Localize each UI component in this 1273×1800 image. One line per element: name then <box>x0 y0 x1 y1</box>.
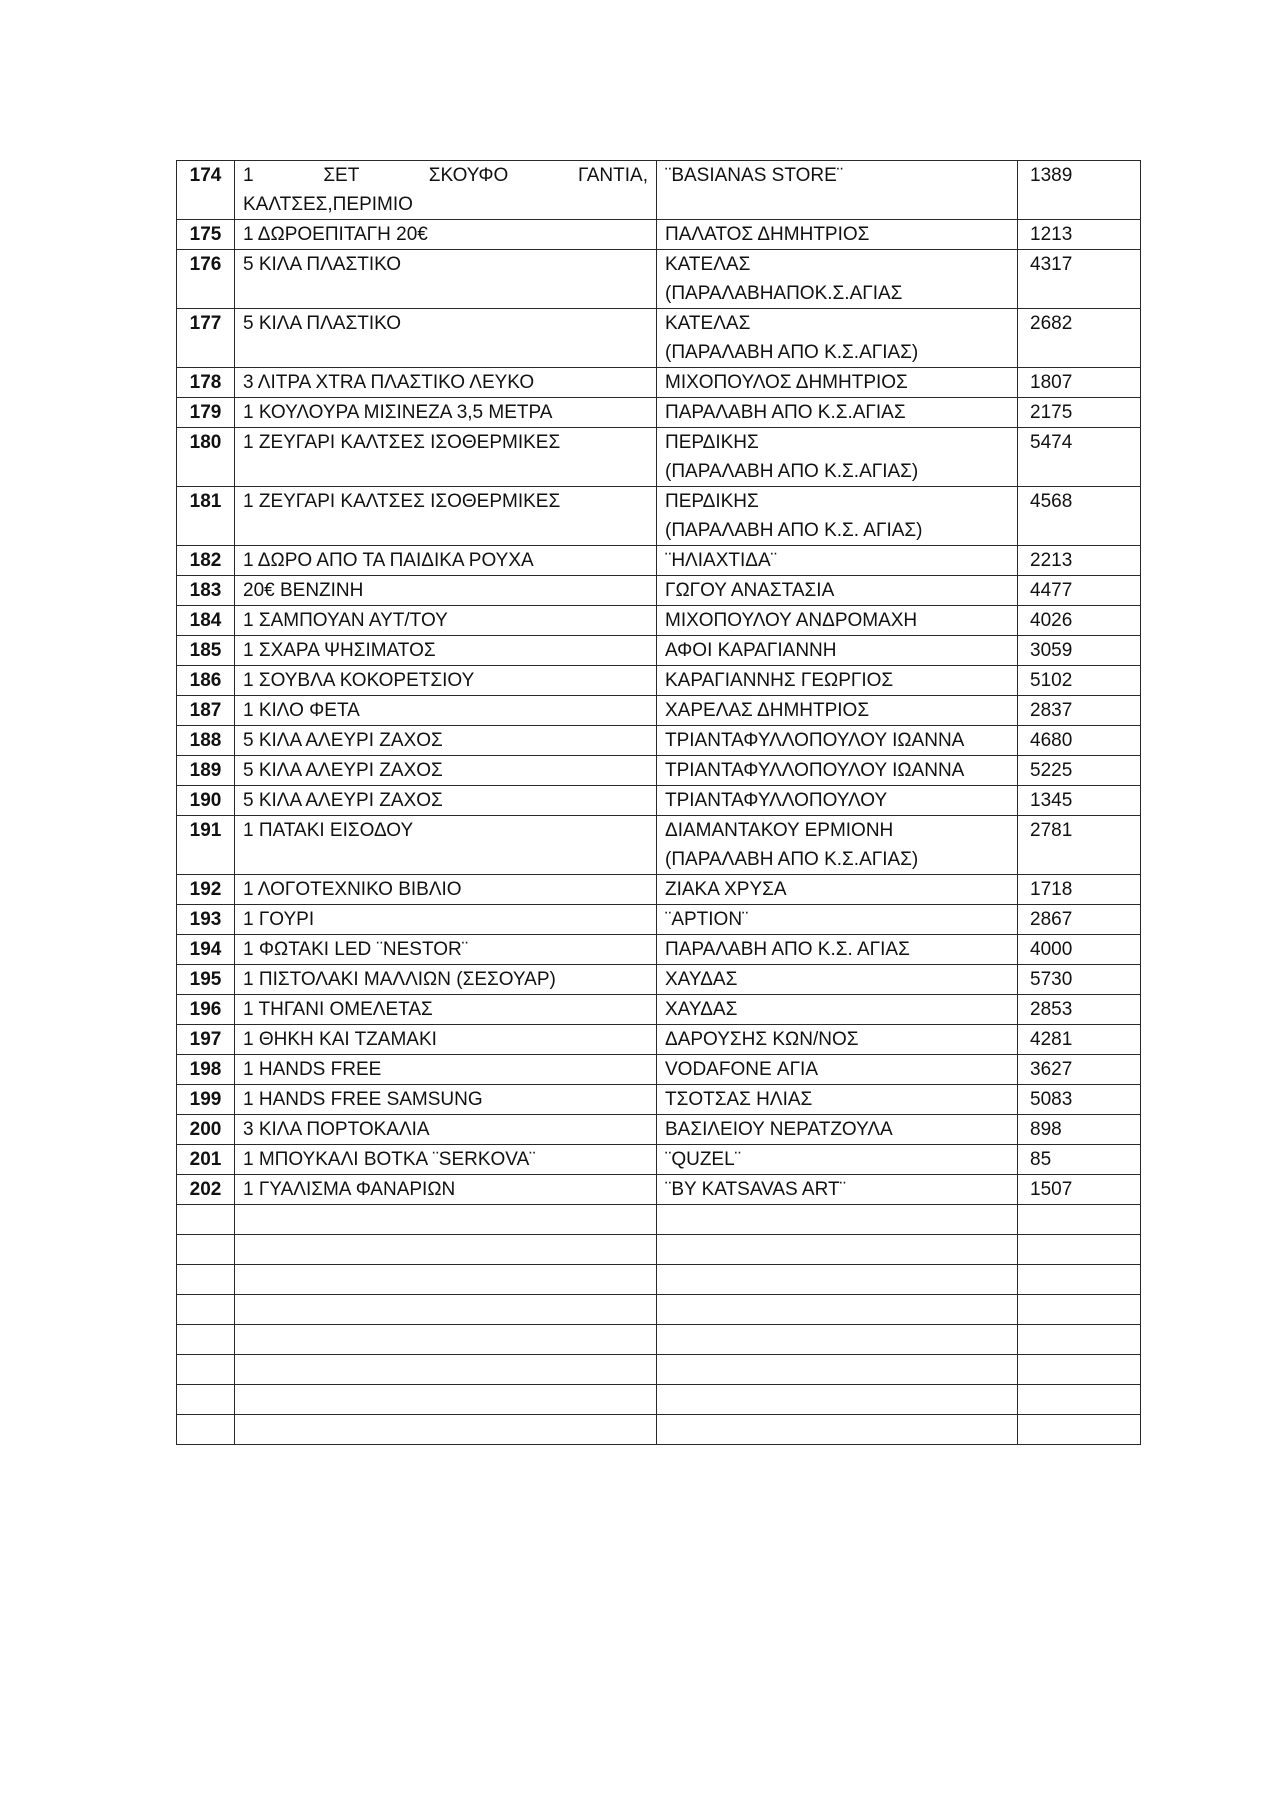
prize-item-line: 1 ΔΩΡΟΕΠΙΤΑΓΗ 20€ <box>243 224 428 245</box>
sponsor <box>657 875 1018 905</box>
sponsor-line: (ΠΑΡΑΛΑΒΗΑΠΟΚ.Σ.ΑΓΙΑΣ <box>665 283 903 304</box>
sponsor-line: ΤΡΙΑΝΤΑΦΥΛΛΟΠΟΥΛΟΥ ΙΩΑΝΝΑ <box>665 730 965 751</box>
prize-item-line: 20€ ΒΕΝΖΙΝΗ <box>243 580 364 601</box>
table-row <box>177 309 1141 368</box>
prize-item-line: 5 ΚΙΛΑ ΑΛΕΥΡΙ ΖΑΧΟΣ <box>243 760 443 781</box>
empty-cell <box>657 1355 1018 1385</box>
sponsor-line: (ΠΑΡΑΛΑΒΗ ΑΠΟ Κ.Σ.ΑΓΙΑΣ) <box>665 849 919 870</box>
prize-item <box>235 309 657 368</box>
sponsor-line: ¨ΑΡΤΙΟΝ¨ <box>665 909 749 930</box>
prize-item <box>235 487 657 546</box>
row-number: 193 <box>177 905 235 935</box>
sponsor-line: ΤΡΙΑΝΤΑΦΥΛΛΟΠΟΥΛΟΥ <box>665 790 888 811</box>
sponsor-line: ΤΡΙΑΝΤΑΦΥΛΛΟΠΟΥΛΟΥ ΙΩΑΝΝΑ <box>665 760 965 781</box>
table-row <box>177 546 1141 576</box>
sponsor <box>657 576 1018 606</box>
sponsor-line: ΠΑΛΑΤΟΣ ΔΗΜΗΤΡΙΟΣ <box>665 224 870 245</box>
sponsor <box>657 696 1018 726</box>
sponsor-line: ΚΑΤΕΛΑΣ <box>665 254 751 275</box>
sponsor <box>657 905 1018 935</box>
prize-item-line: 1 ΚΟΥΛΟΥΡΑ ΜΙΣΙΝΕΖΑ 3,5 ΜΕΤΡΑ <box>243 402 553 423</box>
table-row <box>177 816 1141 875</box>
winning-ticket-number: 1389 <box>1018 161 1141 220</box>
sponsor-line: (ΠΑΡΑΛΑΒΗ ΑΠΟ Κ.Σ.ΑΓΙΑΣ) <box>665 342 919 363</box>
winning-ticket-number: 4568 <box>1018 487 1141 546</box>
prize-item-line: 1 ΣΟΥΒΛΑ ΚΟΚΟΡΕΤΣΙΟΥ <box>243 670 475 691</box>
row-number: 181 <box>177 487 235 546</box>
sponsor <box>657 309 1018 368</box>
empty-cell <box>1018 1235 1141 1265</box>
empty-cell <box>657 1385 1018 1415</box>
row-number: 176 <box>177 250 235 309</box>
sponsor <box>657 786 1018 816</box>
prize-item-line: 5 ΚΙΛΑ ΑΛΕΥΡΙ ΖΑΧΟΣ <box>243 790 443 811</box>
empty-cell <box>235 1355 657 1385</box>
winning-ticket-number: 85 <box>1018 1145 1141 1175</box>
prize-item <box>235 756 657 786</box>
sponsor-line: (ΠΑΡΑΛΑΒΗ ΑΠΟ Κ.Σ.ΑΓΙΑΣ) <box>665 461 919 482</box>
sponsor-line: ΒΑΣΙΛΕΙΟΥ ΝΕΡΑΤΖΟΥΛΑ <box>665 1119 893 1140</box>
prize-item <box>235 1025 657 1055</box>
prize-item <box>235 875 657 905</box>
prize-item <box>235 905 657 935</box>
row-number: 175 <box>177 220 235 250</box>
prize-item-line: 1 HANDS FREE <box>243 1059 382 1080</box>
table-row <box>177 161 1141 220</box>
empty-cell <box>1018 1415 1141 1445</box>
empty-cell <box>1018 1385 1141 1415</box>
sponsor <box>657 1055 1018 1085</box>
prize-item <box>235 1115 657 1145</box>
winning-ticket-number: 4026 <box>1018 606 1141 636</box>
sponsor <box>657 606 1018 636</box>
sponsor-line: ΠΑΡΑΛΑΒΗ ΑΠΟ Κ.Σ.ΑΓΙΑΣ <box>665 402 906 423</box>
prize-item-line: 1 ΓΥΑΛΙΣΜΑ ΦΑΝΑΡΙΩΝ <box>243 1179 456 1200</box>
row-number: 178 <box>177 368 235 398</box>
empty-table-row <box>177 1355 1141 1385</box>
prize-item <box>235 398 657 428</box>
prize-item <box>235 606 657 636</box>
empty-table-row <box>177 1205 1141 1235</box>
sponsor <box>657 220 1018 250</box>
prize-item-line: 3 ΛΙΤΡΑ XTRA ΠΛΑΣΤΙΚΟ ΛΕΥΚΟ <box>243 372 535 393</box>
table-row <box>177 905 1141 935</box>
prize-item <box>235 1055 657 1085</box>
empty-cell <box>657 1235 1018 1265</box>
sponsor-line: ¨ΗΛΙΑΧΤΙΔΑ¨ <box>665 550 777 571</box>
row-number: 185 <box>177 636 235 666</box>
winning-ticket-number: 5083 <box>1018 1085 1141 1115</box>
empty-cell <box>235 1265 657 1295</box>
table-row <box>177 250 1141 309</box>
winning-ticket-number: 1507 <box>1018 1175 1141 1205</box>
sponsor <box>657 1145 1018 1175</box>
winning-ticket-number: 4281 <box>1018 1025 1141 1055</box>
winning-ticket-number: 4317 <box>1018 250 1141 309</box>
winning-ticket-number: 1718 <box>1018 875 1141 905</box>
winning-ticket-number: 1213 <box>1018 220 1141 250</box>
sponsor-line: (ΠΑΡΑΛΑΒΗ ΑΠΟ Κ.Σ. ΑΓΙΑΣ) <box>665 520 923 541</box>
table-row <box>177 398 1141 428</box>
table-row <box>177 1145 1141 1175</box>
empty-cell <box>177 1415 235 1445</box>
empty-cell <box>177 1355 235 1385</box>
prize-item-line: 1 ΣΧΑΡΑ ΨΗΣΙΜΑΤΟΣ <box>243 640 436 661</box>
row-number: 199 <box>177 1085 235 1115</box>
winning-ticket-number: 2867 <box>1018 905 1141 935</box>
sponsor <box>657 965 1018 995</box>
sponsor-line: ΓΩΓΟΥ ΑΝΑΣΤΑΣΙΑ <box>665 580 835 601</box>
sponsor <box>657 250 1018 309</box>
sponsor-line: ¨BASIANAS STORE¨ <box>665 165 844 186</box>
table-row <box>177 756 1141 786</box>
sponsor <box>657 398 1018 428</box>
sponsor <box>657 1175 1018 1205</box>
prize-item-line: 1 ΖΕΥΓΑΡΙ ΚΑΛΤΣΕΣ ΙΣΟΘΕΡΜΙΚΕΣ <box>243 432 561 453</box>
row-number: 197 <box>177 1025 235 1055</box>
sponsor-line: ΖΙΑΚΑ ΧΡΥΣΑ <box>665 879 787 900</box>
sponsor-line: ΔΙΑΜΑΝΤΑΚΟΥ ΕΡΜΙΟΝΗ <box>665 820 894 841</box>
sponsor <box>657 161 1018 220</box>
row-number: 201 <box>177 1145 235 1175</box>
sponsor <box>657 816 1018 875</box>
winning-ticket-number: 3059 <box>1018 636 1141 666</box>
row-number: 183 <box>177 576 235 606</box>
row-number: 200 <box>177 1115 235 1145</box>
empty-table-row <box>177 1295 1141 1325</box>
document-page <box>176 160 1140 1445</box>
prize-item-line: 1 ΚΙΛΟ ΦΕΤΑ <box>243 700 360 721</box>
empty-table-row <box>177 1325 1141 1355</box>
sponsor-line: ΧΑΥΔΑΣ <box>665 969 738 990</box>
empty-cell <box>1018 1355 1141 1385</box>
prize-item-line: 1 ΣΕΤ ΣΚΟΥΦΟ ΓΑΝΤΙΑ, <box>243 165 648 186</box>
row-number: 177 <box>177 309 235 368</box>
row-number: 179 <box>177 398 235 428</box>
prize-item-line: 5 ΚΙΛΑ ΠΛΑΣΤΙΚΟ <box>243 254 401 275</box>
sponsor <box>657 1085 1018 1115</box>
empty-cell <box>177 1235 235 1265</box>
sponsor-line: ΚΑΤΕΛΑΣ <box>665 313 751 334</box>
prize-item <box>235 995 657 1025</box>
prize-table <box>176 160 1141 1445</box>
table-row <box>177 965 1141 995</box>
prize-item <box>235 666 657 696</box>
prize-item-line: 1 ΤΗΓΑΝΙ ΟΜΕΛΕΤΑΣ <box>243 999 433 1020</box>
winning-ticket-number: 2175 <box>1018 398 1141 428</box>
prize-item <box>235 161 657 220</box>
empty-cell <box>657 1205 1018 1235</box>
table-row <box>177 696 1141 726</box>
table-row <box>177 786 1141 816</box>
empty-cell <box>1018 1325 1141 1355</box>
prize-item <box>235 786 657 816</box>
prize-item-line: 3 ΚΙΛΑ ΠΟΡΤΟΚΑΛΙΑ <box>243 1119 430 1140</box>
empty-cell <box>235 1385 657 1415</box>
prize-item-line: 1 ΠΙΣΤΟΛΑΚΙ ΜΑΛΛΙΩΝ (ΣΕΣΟΥΑΡ) <box>243 969 556 990</box>
winning-ticket-number: 2781 <box>1018 816 1141 875</box>
sponsor-line: ¨QUZEL¨ <box>665 1149 741 1170</box>
sponsor <box>657 935 1018 965</box>
row-number: 186 <box>177 666 235 696</box>
sponsor-line: ΜΙΧΟΠΟΥΛΟΣ ΔΗΜΗΤΡΙΟΣ <box>665 372 908 393</box>
sponsor <box>657 487 1018 546</box>
row-number: 196 <box>177 995 235 1025</box>
prize-item <box>235 935 657 965</box>
row-number: 194 <box>177 935 235 965</box>
prize-item-line: 1 ΣΑΜΠΟΥΑΝ ΑΥΤ/ΤΟΥ <box>243 610 448 631</box>
prize-item-line: 1 ΘΗΚΗ ΚΑΙ ΤΖΑΜΑΚΙ <box>243 1029 437 1050</box>
empty-cell <box>177 1325 235 1355</box>
sponsor <box>657 1115 1018 1145</box>
table-row <box>177 875 1141 905</box>
prize-item-line: 1 ΔΩΡΟ ΑΠΟ ΤΑ ΠΑΙΔΙΚΑ ΡΟΥΧΑ <box>243 550 534 571</box>
empty-cell <box>235 1205 657 1235</box>
prize-item <box>235 816 657 875</box>
sponsor-line: ΑΦΟΙ ΚΑΡΑΓΙΑΝΝΗ <box>665 640 837 661</box>
winning-ticket-number: 4477 <box>1018 576 1141 606</box>
winning-ticket-number: 5730 <box>1018 965 1141 995</box>
empty-cell <box>1018 1265 1141 1295</box>
row-number: 192 <box>177 875 235 905</box>
prize-item-line: 1 ΓΟΥΡΙ <box>243 909 315 930</box>
empty-cell <box>657 1325 1018 1355</box>
prize-item-line: 1 ΛΟΓΟΤΕΧΝΙΚΟ ΒΙΒΛΙΟ <box>243 879 462 900</box>
row-number: 189 <box>177 756 235 786</box>
table-row <box>177 995 1141 1025</box>
empty-table-row <box>177 1265 1141 1295</box>
prize-item <box>235 576 657 606</box>
prize-item-line: 5 ΚΙΛΑ ΠΛΑΣΤΙΚΟ <box>243 313 401 334</box>
prize-item <box>235 250 657 309</box>
empty-table-row <box>177 1415 1141 1445</box>
sponsor-line: ¨BY KATSAVAS ART¨ <box>665 1179 846 1200</box>
table-row <box>177 220 1141 250</box>
empty-cell <box>657 1415 1018 1445</box>
row-number: 191 <box>177 816 235 875</box>
winning-ticket-number: 3627 <box>1018 1055 1141 1085</box>
prize-item-line: 1 ΖΕΥΓΑΡΙ ΚΑΛΤΣΕΣ ΙΣΟΘΕΡΜΙΚΕΣ <box>243 491 561 512</box>
table-row <box>177 606 1141 636</box>
prize-item-line: 1 ΠΑΤΑΚΙ ΕΙΣΟΔΟΥ <box>243 820 414 841</box>
table-row <box>177 1115 1141 1145</box>
sponsor-line: ΚΑΡΑΓΙΑΝΝΗΣ ΓΕΩΡΓΙΟΣ <box>665 670 894 691</box>
table-row <box>177 636 1141 666</box>
table-row <box>177 1085 1141 1115</box>
table-row <box>177 368 1141 398</box>
sponsor <box>657 1025 1018 1055</box>
prize-item <box>235 696 657 726</box>
table-row <box>177 487 1141 546</box>
sponsor-line: ΠΕΡΔΙΚΗΣ <box>665 491 759 512</box>
table-row <box>177 1175 1141 1205</box>
prize-item <box>235 1175 657 1205</box>
table-row <box>177 1025 1141 1055</box>
sponsor <box>657 636 1018 666</box>
prize-item-line: 1 ΦΩΤΑΚΙ LED ¨NESTOR¨ <box>243 939 469 960</box>
empty-cell <box>235 1415 657 1445</box>
prize-item <box>235 636 657 666</box>
row-number: 195 <box>177 965 235 995</box>
row-number: 182 <box>177 546 235 576</box>
row-number: 202 <box>177 1175 235 1205</box>
empty-cell <box>1018 1295 1141 1325</box>
sponsor-line: ΜΙΧΟΠΟΥΛΟΥ ΑΝΔΡΟΜΑΧΗ <box>665 610 918 631</box>
sponsor-line: ΠΕΡΔΙΚΗΣ <box>665 432 759 453</box>
table-row <box>177 935 1141 965</box>
empty-cell <box>177 1265 235 1295</box>
empty-cell <box>235 1325 657 1355</box>
table-row <box>177 726 1141 756</box>
winning-ticket-number: 1807 <box>1018 368 1141 398</box>
winning-ticket-number: 2853 <box>1018 995 1141 1025</box>
row-number: 180 <box>177 428 235 487</box>
sponsor <box>657 756 1018 786</box>
prize-item <box>235 368 657 398</box>
winning-ticket-number: 2213 <box>1018 546 1141 576</box>
winning-ticket-number: 1345 <box>1018 786 1141 816</box>
empty-cell <box>177 1295 235 1325</box>
empty-cell <box>235 1235 657 1265</box>
winning-ticket-number: 2837 <box>1018 696 1141 726</box>
sponsor-line: ΧΑΡΕΛΑΣ ΔΗΜΗΤΡΙΟΣ <box>665 700 870 721</box>
row-number: 174 <box>177 161 235 220</box>
winning-ticket-number: 898 <box>1018 1115 1141 1145</box>
sponsor-line: VODAFONE ΑΓΙΑ <box>665 1059 818 1080</box>
empty-cell <box>657 1265 1018 1295</box>
winning-ticket-number: 2682 <box>1018 309 1141 368</box>
sponsor <box>657 726 1018 756</box>
empty-cell <box>1018 1205 1141 1235</box>
row-number: 190 <box>177 786 235 816</box>
winning-ticket-number: 5225 <box>1018 756 1141 786</box>
winning-ticket-number: 5474 <box>1018 428 1141 487</box>
prize-item <box>235 428 657 487</box>
empty-cell <box>177 1385 235 1415</box>
sponsor-line: ΔΑΡΟΥΣΗΣ ΚΩΝ/ΝΟΣ <box>665 1029 859 1050</box>
sponsor <box>657 995 1018 1025</box>
prize-item-line: 1 ΜΠΟΥΚΑΛΙ ΒΟΤΚΑ ¨SERKOVA¨ <box>243 1149 536 1170</box>
row-number: 184 <box>177 606 235 636</box>
prize-item <box>235 965 657 995</box>
prize-item-line: 1 HANDS FREE SAMSUNG <box>243 1089 483 1110</box>
empty-table-row <box>177 1235 1141 1265</box>
prize-item <box>235 726 657 756</box>
sponsor <box>657 428 1018 487</box>
sponsor-line: ΤΣΟΤΣΑΣ ΗΛΙΑΣ <box>665 1089 813 1110</box>
row-number: 198 <box>177 1055 235 1085</box>
sponsor-line: ΠΑΡΑΛΑΒΗ ΑΠΟ Κ.Σ. ΑΓΙΑΣ <box>665 939 910 960</box>
prize-item-line: 5 ΚΙΛΑ ΑΛΕΥΡΙ ΖΑΧΟΣ <box>243 730 443 751</box>
empty-cell <box>177 1205 235 1235</box>
row-number: 188 <box>177 726 235 756</box>
table-row <box>177 576 1141 606</box>
row-number: 187 <box>177 696 235 726</box>
empty-cell <box>235 1295 657 1325</box>
winning-ticket-number: 4000 <box>1018 935 1141 965</box>
sponsor <box>657 546 1018 576</box>
sponsor-line: ΧΑΥΔΑΣ <box>665 999 738 1020</box>
table-row <box>177 1055 1141 1085</box>
winning-ticket-number: 5102 <box>1018 666 1141 696</box>
table-row <box>177 428 1141 487</box>
prize-item-line: ΚΑΛΤΣΕΣ,ΠΕΡΙΜΙΟ <box>243 194 413 215</box>
prize-item <box>235 546 657 576</box>
prize-item <box>235 1145 657 1175</box>
prize-item <box>235 220 657 250</box>
table-row <box>177 666 1141 696</box>
empty-table-row <box>177 1385 1141 1415</box>
empty-cell <box>657 1295 1018 1325</box>
prize-item <box>235 1085 657 1115</box>
prize-table-body <box>177 161 1141 1445</box>
sponsor <box>657 368 1018 398</box>
winning-ticket-number: 4680 <box>1018 726 1141 756</box>
sponsor <box>657 666 1018 696</box>
